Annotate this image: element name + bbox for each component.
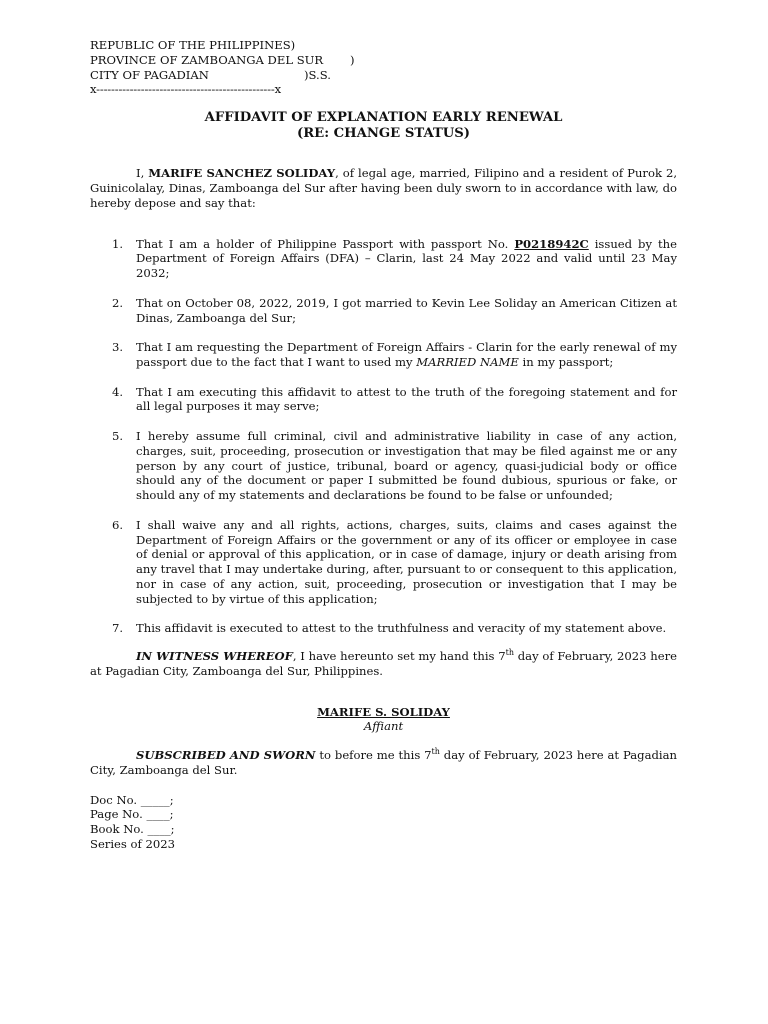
caption-province — [90, 53, 677, 68]
passport-number: P0218942C — [514, 236, 589, 251]
caption-province-text: PROVINCE OF ZAMBOANGA DEL SUR — [90, 52, 324, 67]
book-number: Book No. ____; — [90, 822, 175, 837]
item-number: 1. — [112, 236, 124, 251]
list-item — [90, 296, 677, 326]
jurat-text: day of February, 2023 here at Pagadian City, Zamboanga del Sur. — [90, 748, 677, 778]
series-year: Series of 2023 — [90, 837, 176, 852]
intro-pre: I, — [136, 166, 149, 181]
affidavit-page — [90, 38, 677, 852]
venue-caption — [90, 38, 677, 97]
item-text: I shall waive any and all rights, actions, charges, suits, claims and cases against the Department of Foreign Affairs or the government or any of its officer or employee in case of denial or approval of this application, or in case of damage, injury or death arising from any travel that I may undertake during, after, pursuant to or consequent to this application, nor in case of any action, suit, proceeding, prosecution or investigation that I may be subjected to by virtue of this application; — [136, 517, 677, 606]
item-text: issued by the Department of Foreign Affairs (DFA) – Clarin, last 24 May 2022 and valid until 23 May 2032; — [136, 236, 677, 281]
notarial-register — [90, 793, 677, 852]
caption-republic — [90, 38, 677, 53]
signature-block — [90, 705, 677, 735]
item-number: 7. — [112, 621, 124, 636]
list-item — [90, 518, 677, 607]
item-number: 5. — [112, 428, 124, 443]
affiant-name: MARIFE SANCHEZ SOLIDAY — [148, 166, 336, 181]
caption-separator: x------------------------------------------------x — [90, 82, 281, 97]
intro-paragraph — [90, 166, 677, 210]
caption-city — [90, 68, 677, 83]
intro-post: , of legal age, married, Filipino and a resident of Purok 2, Guinicolalay, Dinas, Zamboanga del Sur after having been duly sworn to in accordance with law, do hereby depose and say that: — [90, 166, 678, 210]
item-text: That I am requesting the Department of Foreign Affairs - Clarin for the early renewal of my passport due to the fact that I want to used my — [136, 340, 677, 369]
statements-list — [90, 237, 677, 637]
page-number: Page No. ____; — [90, 807, 174, 822]
signatory-role: Affiant — [363, 719, 404, 734]
item-text: This affidavit is executed to attest to the truthfulness and veracity of my statement above. — [136, 621, 667, 636]
list-item — [90, 340, 677, 370]
witness-text: day of February, 2023 here at Pagadian City, Zamboanga del Sur, Philippines. — [90, 649, 678, 678]
ordinal-suffix: th — [505, 648, 515, 658]
signatory-name: MARIFE S. SOLIDAY — [317, 704, 450, 719]
jurat-paragraph — [90, 748, 677, 778]
caption-province-paren: ) — [350, 52, 355, 67]
subscribed-sworn: SUBSCRIBED AND SWORN — [136, 748, 316, 763]
title-line-1: AFFIDAVIT OF EXPLANATION EARLY RENEWAL — [204, 110, 563, 126]
list-item — [90, 237, 677, 281]
caption-ss: )S.S. — [304, 67, 331, 82]
item-number: 2. — [112, 295, 124, 310]
item-text: I hereby assume full criminal, civil and administrative liability in case of any action, charges, suit, proceeding, prosecution or investigation that may be filed against me or any person by any court of justice, tribunal, board or agency, quasi-judicial body or office should any of the document or paper I submitted be found dubious, spurious or fake, or should any of my statements and declarations be found to be false or unfounded; — [136, 428, 677, 503]
item-number: 6. — [112, 517, 124, 532]
item-text: in my passport; — [518, 354, 614, 369]
witness-text: , I have hereunto set my hand this 7 — [292, 649, 506, 664]
item-number: 3. — [112, 340, 124, 355]
married-name-emphasis: MARRIED NAME — [416, 354, 519, 369]
list-item — [90, 621, 677, 636]
doc-number: Doc No. _____; — [90, 792, 174, 807]
jurat-text: to before me this 7 — [315, 748, 432, 763]
witness-whereof: IN WITNESS WHEREOF — [136, 649, 293, 664]
ordinal-suffix: th — [431, 747, 440, 757]
caption-republic-text: REPUBLIC OF THE PHILIPPINES) — [90, 38, 296, 52]
witness-paragraph — [90, 649, 677, 679]
document-title — [90, 110, 677, 142]
list-item — [90, 385, 677, 415]
list-item — [90, 429, 677, 503]
item-number: 4. — [112, 384, 124, 399]
caption-city-text: CITY OF PAGADIAN — [90, 67, 209, 82]
item-text: That I am a holder of Philippine Passport with passport No. — [136, 236, 515, 251]
item-text: That I am executing this affidavit to attest to the truth of the foregoing statement and for all legal purposes it may serve; — [136, 384, 677, 414]
item-text: That on October 08, 2022, 2019, I got married to Kevin Lee Soliday an American Citizen at Dinas, Zamboanga del Sur; — [136, 295, 677, 325]
title-line-2: (RE: CHANGE STATUS) — [296, 126, 471, 142]
